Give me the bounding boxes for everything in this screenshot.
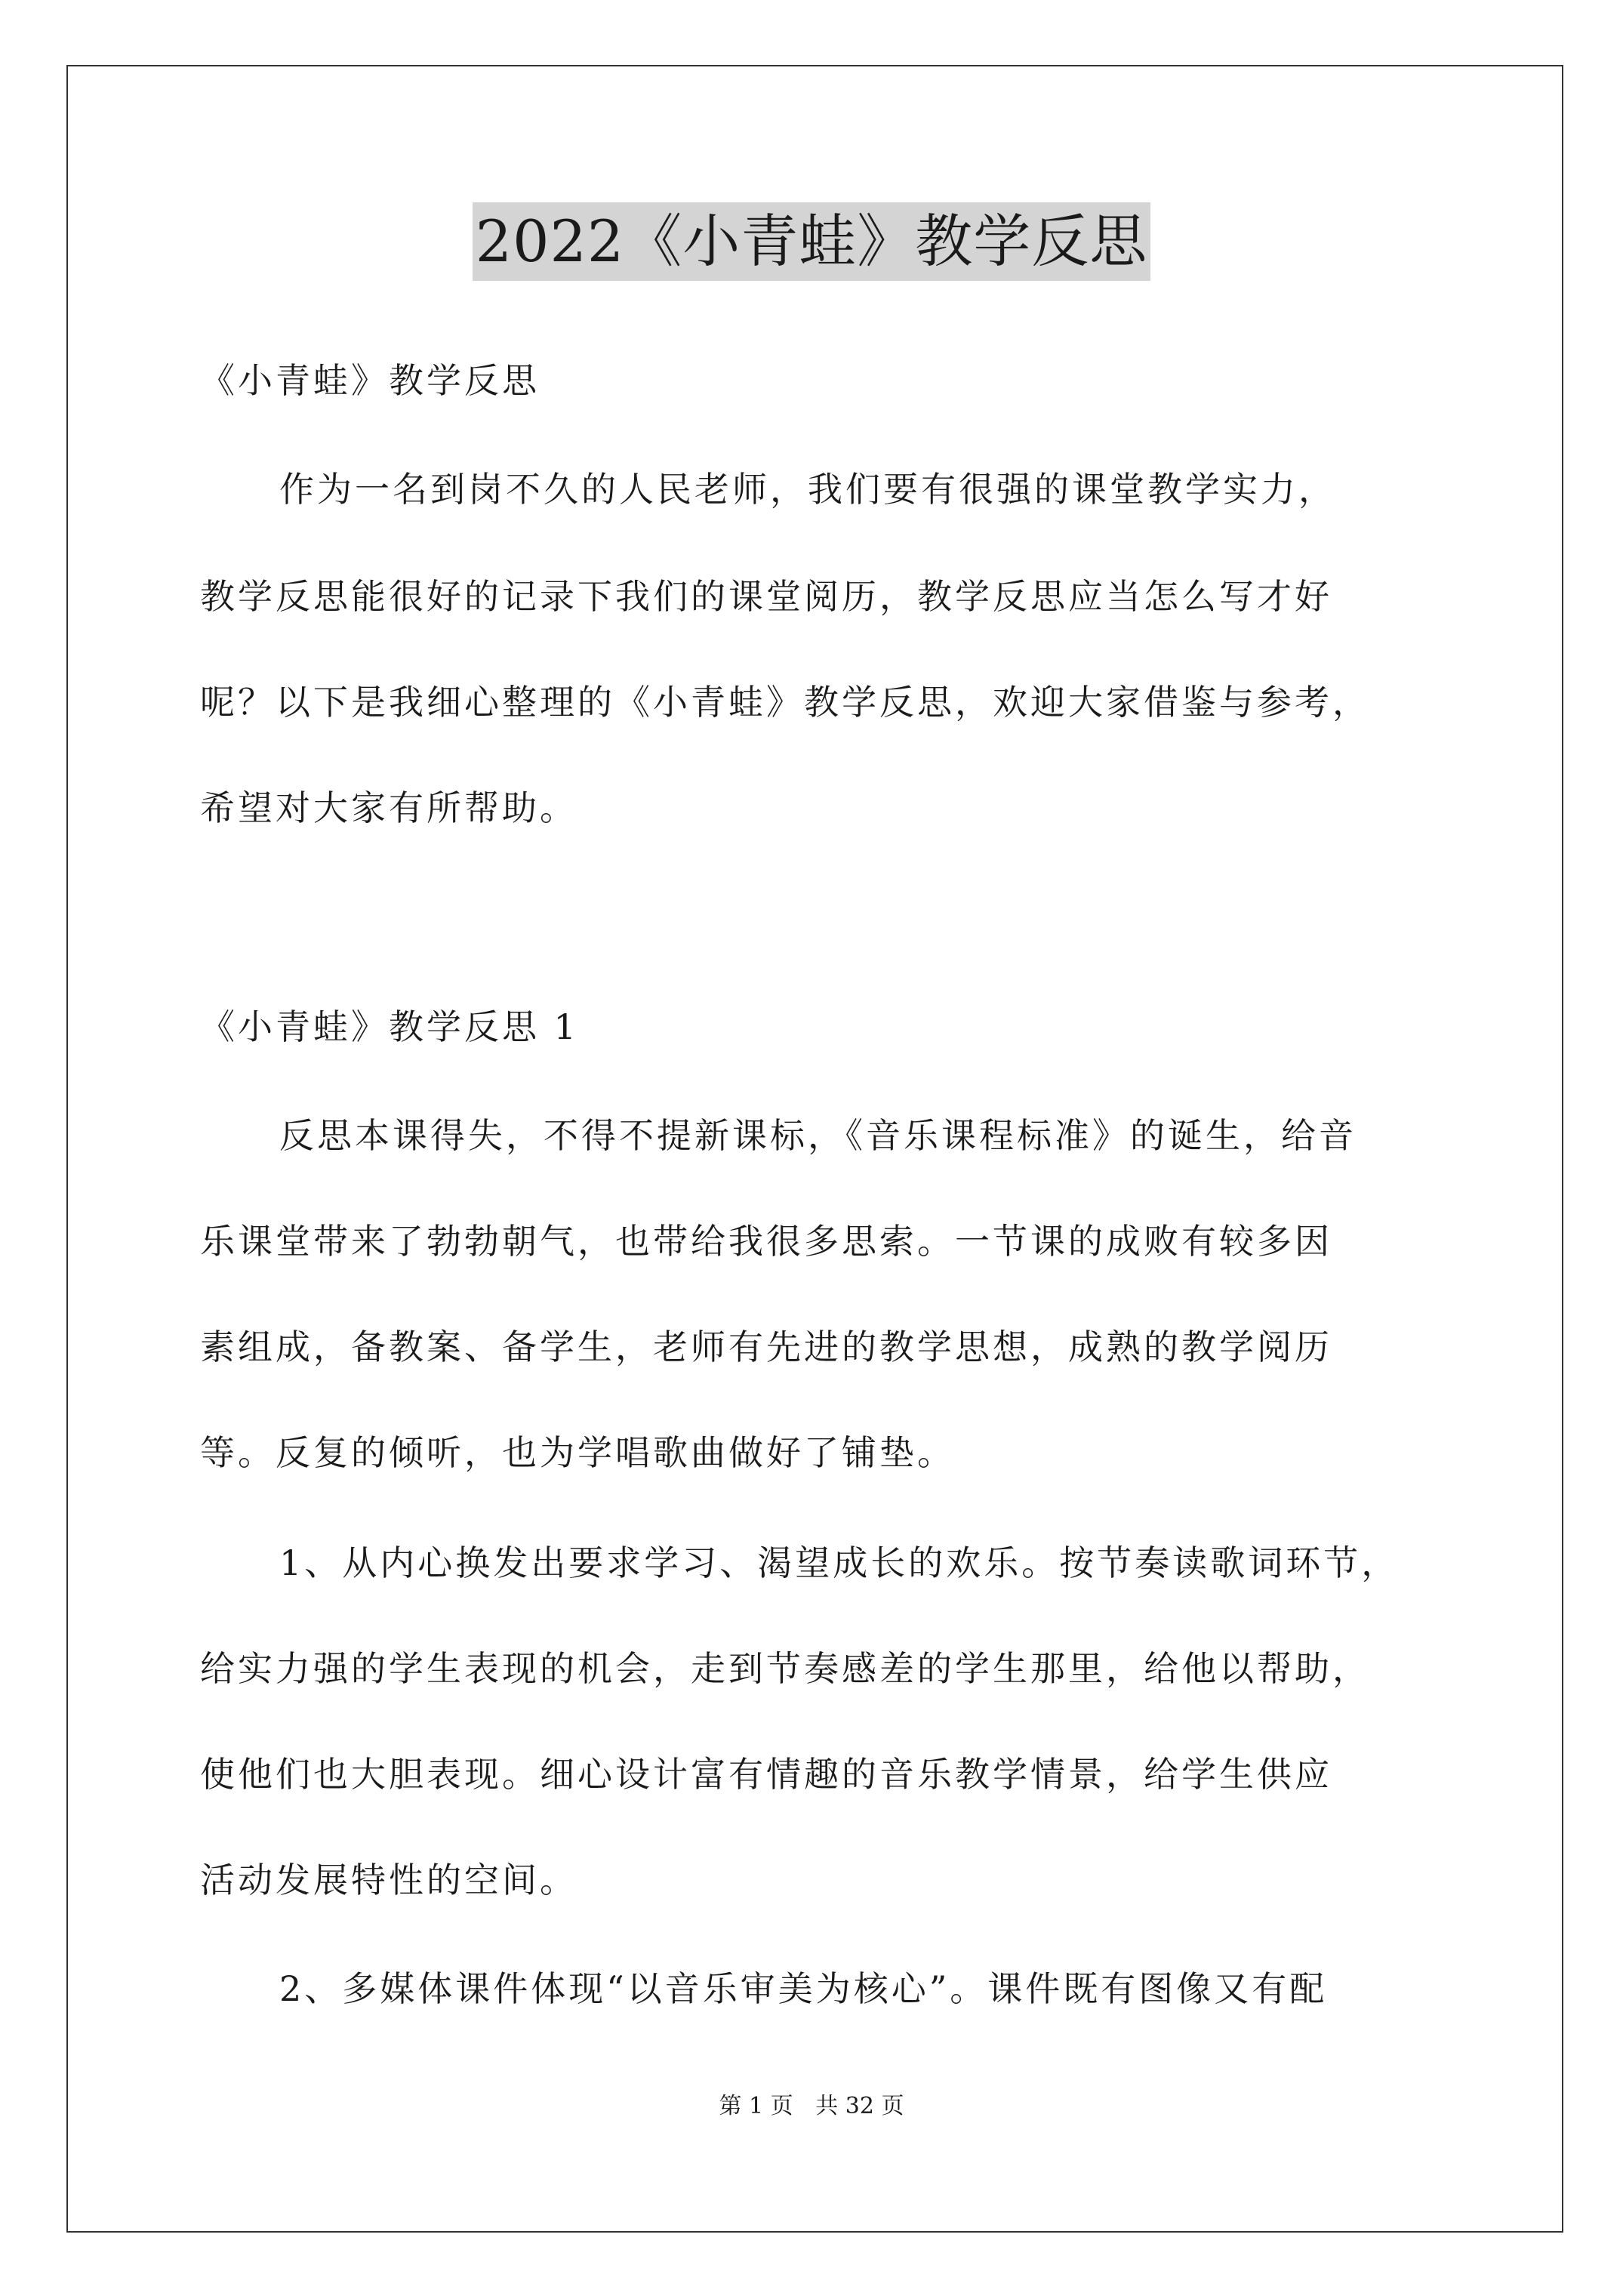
page-number: 第 1 页 [719, 2093, 793, 2119]
document-title: 2022《小青蛙》教学反思 [473, 202, 1150, 281]
paragraph-line: 呢？以下是我细心整理的《小青蛙》教学反思，欢迎大家借鉴与参考， [200, 682, 1370, 723]
section-heading-intro: 《小青蛙》教学反思 [200, 360, 540, 401]
paragraph-line: 教学反思能很好的记录下我们的课堂阅历，教学反思应当怎么写才好 [200, 576, 1332, 617]
paragraph-line: 素组成，备教案、备学生，老师有先进的教学思想，成熟的教学阅历 [200, 1327, 1332, 1367]
title-container [0, 202, 1623, 281]
paragraph-line: 希望对大家有所帮助。 [200, 787, 577, 828]
paragraph-line: 反思本课得失，不得不提新课标，《音乐课程标准》的诞生，给音 [279, 1115, 1357, 1156]
paragraph-line: 等。反复的倾听，也为学唱歌曲做好了铺垫。 [200, 1432, 955, 1473]
paragraph-line: 给实力强的学生表现的机会，走到节奏感差的学生那里，给他以帮助， [200, 1648, 1370, 1689]
paragraph-line: 1、从内心换发出要求学习、渴望成长的欢乐。按节奏读歌词环节， [279, 1542, 1400, 1583]
paragraph-line: 使他们也大胆表现。细心设计富有情趣的音乐教学情景，给学生供应 [200, 1754, 1332, 1795]
paragraph-line: 作为一名到岗不久的人民老师，我们要有很强的课堂教学实力， [279, 469, 1336, 510]
paragraph-line: 乐课堂带来了勃勃朝气，也带给我很多思索。一节课的成败有较多因 [200, 1221, 1332, 1262]
page-total: 共 32 页 [815, 2093, 904, 2119]
paragraph-line: 2、多媒体课件体现“以音乐审美为核心”。课件既有图像又有配 [279, 1968, 1328, 2009]
section-heading-1: 《小青蛙》教学反思 1 [200, 1006, 579, 1047]
page-footer [0, 2091, 1623, 2122]
paragraph-line: 活动发展特性的空间。 [200, 1860, 577, 1900]
